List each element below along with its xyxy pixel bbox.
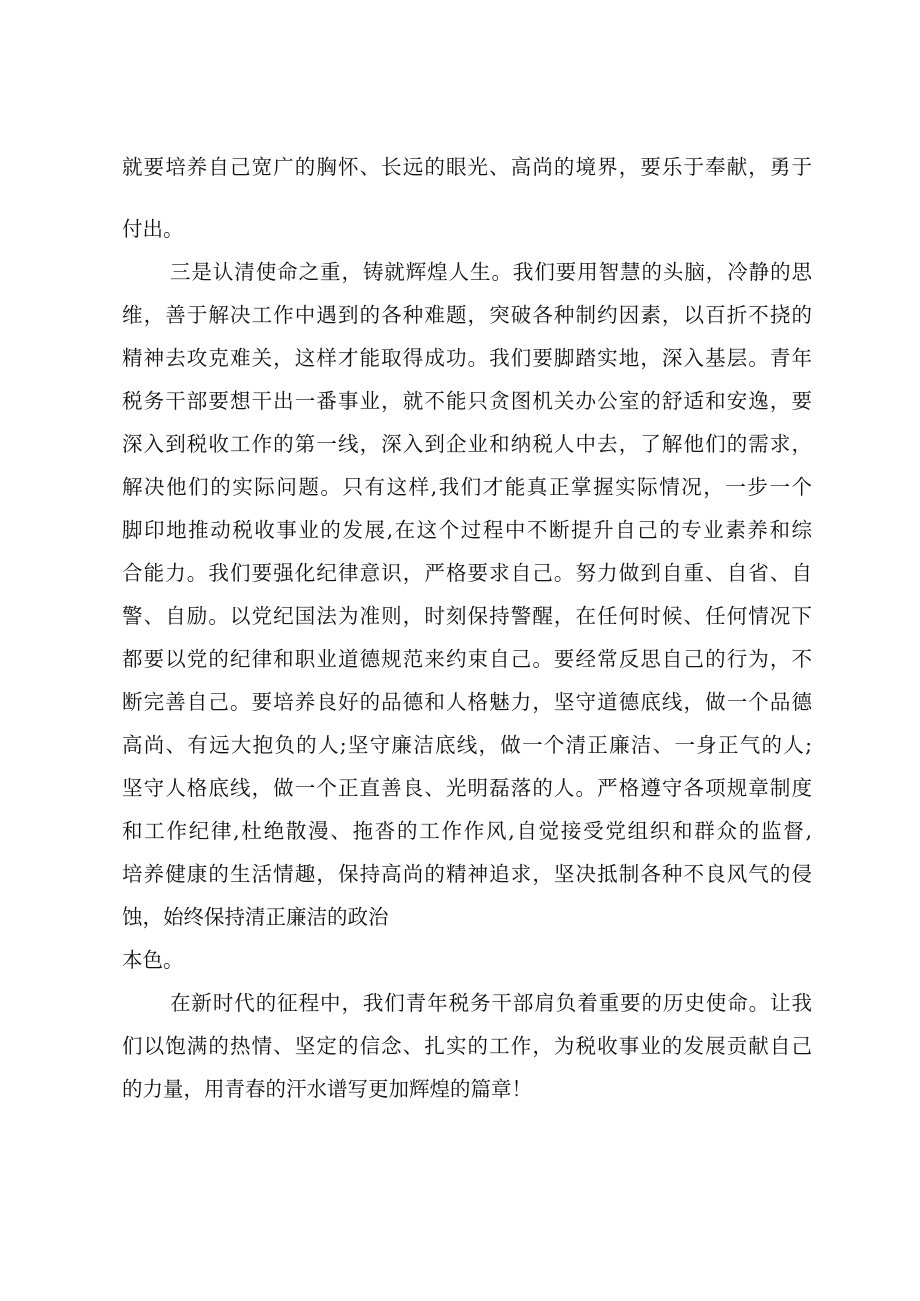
text-line: 们以饱满的热情、坚定的信念、扎实的工作，为税收事业的发展贡献自己 xyxy=(122,1034,812,1058)
text-line: 培养健康的生活情趣，保持高尚的精神追求，坚决抵制各种不良风气的侵 xyxy=(122,862,812,886)
text-line: 合能力。我们要强化纪律意识，严格要求自己。努力做到自重、自省、自 xyxy=(122,561,812,585)
text-line: 在新时代的征程中，我们青年税务干部肩负着重要的历史使命。让我 xyxy=(170,991,812,1015)
text-line: 付出。 xyxy=(122,217,184,241)
text-line: 深入到税收工作的第一线，深入到企业和纳税人中去，了解他们的需求， xyxy=(122,432,812,456)
text-line: 的力量，用青春的汗水谱写更加辉煌的篇章！ xyxy=(122,1077,532,1101)
text-line: 和工作纪律,杜绝散漫、拖沓的工作作风,自觉接受党组织和群众的监督, xyxy=(122,819,812,843)
text-line: 坚守人格底线，做一个正直善良、光明磊落的人。严格遵守各项规章制度 xyxy=(122,776,812,800)
text-line: 脚印地推动税收事业的发展,在这个过程中不断提升自己的专业素养和综 xyxy=(122,518,812,542)
text-line: 三是认清使命之重，铸就辉煌人生。我们要用智慧的头脑，冷静的思 xyxy=(170,260,812,284)
text-line: 解决他们的实际问题。只有这样,我们才能真正掌握实际情况，一步一个 xyxy=(122,475,812,499)
text-line: 精神去攻克难关，这样才能取得成功。我们要脚踏实地，深入基层。青年 xyxy=(122,346,812,370)
text-line: 警、自励。以党纪国法为准则，时刻保持警醒，在任何时候、任何情况下 xyxy=(122,604,812,628)
text-line: 维，善于解决工作中遇到的各种难题，突破各种制约因素，以百折不挠的 xyxy=(122,303,812,327)
text-line: 高尚、有远大抱负的人;坚守廉洁底线，做一个清正廉洁、一身正气的人; xyxy=(122,733,812,757)
text-line: 本色。 xyxy=(122,948,184,972)
text-line: 税务干部要想干出一番事业，就不能只贪图机关办公室的舒适和安逸，要 xyxy=(122,389,812,413)
text-line: 都要以党的纪律和职业道德规范来约束自己。要经常反思自己的行为，不 xyxy=(122,647,812,671)
text-line: 蚀，始终保持清正廉洁的政治 xyxy=(122,905,389,929)
text-line: 断完善自己。要培养良好的品德和人格魅力，坚守道德底线，做一个品德 xyxy=(122,690,812,714)
text-line: 就要培养自己宽广的胸怀、长远的眼光、高尚的境界，要乐于奉献，勇于 xyxy=(122,155,812,179)
